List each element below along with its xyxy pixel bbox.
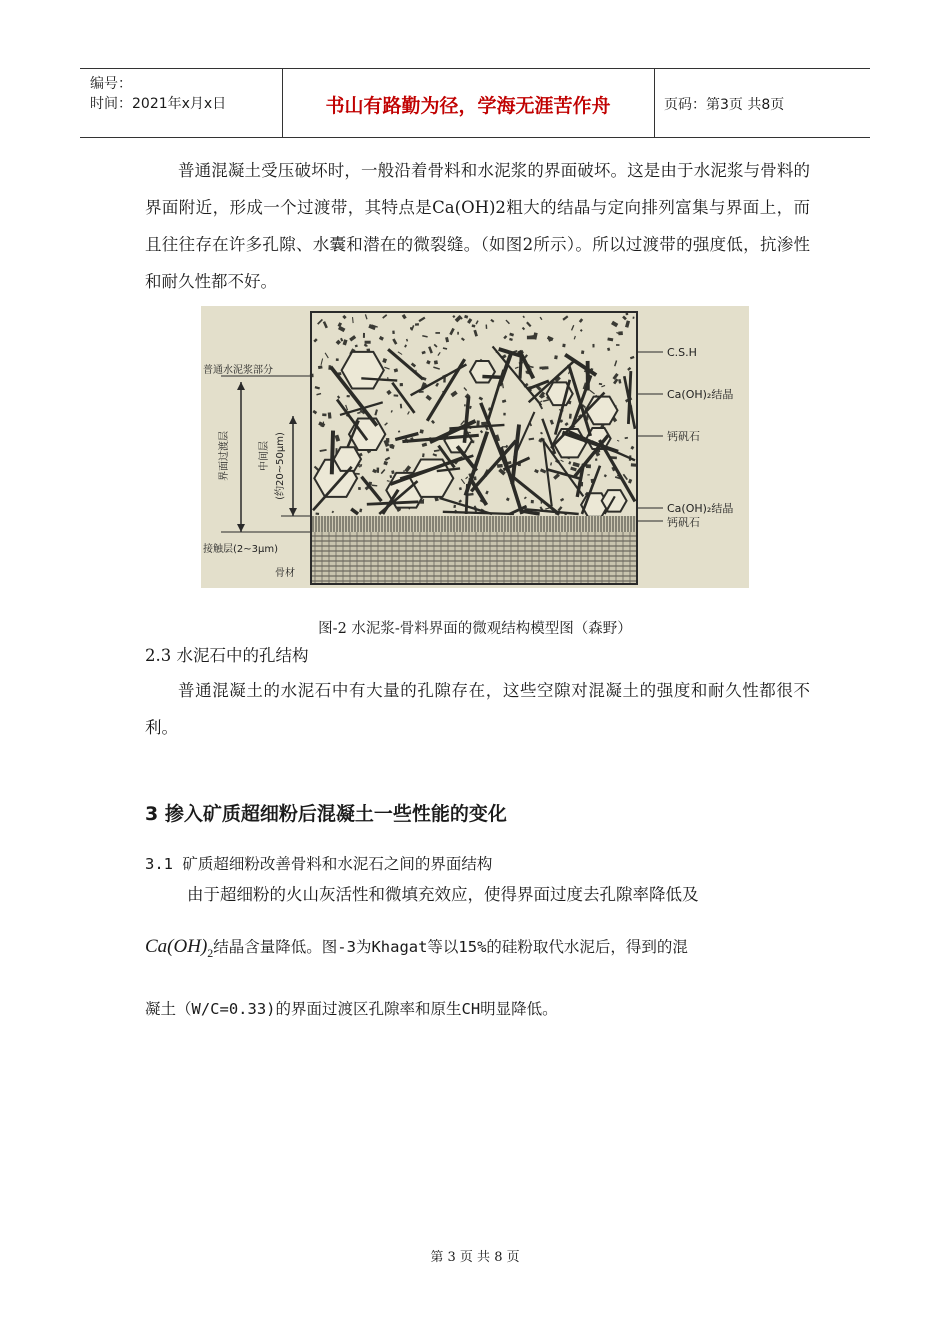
label-csh: C.S.H [667, 346, 697, 359]
document-time-label: 时间：2021年x月x日 [90, 96, 227, 112]
subheading-3-1: 3.1 矿质超细粉改善骨料和水泥石之间的界面结构 [145, 855, 493, 873]
contact-layer-hatch [311, 516, 637, 532]
figure-caption: 图-2 水泥浆-骨料界面的微观结构模型图（森野） [318, 621, 632, 637]
caoh2-formula [145, 936, 214, 960]
label-aggregate: 骨材 [275, 568, 295, 579]
label-cement-paste: 普通水泥浆部分 [203, 365, 273, 376]
ultrafine-line1-text: 由于超细粉的火山灰活性和微填充效应，使得界面过度去孔隙率降低及 [187, 885, 699, 904]
label-middle-layer: 中间层 [259, 441, 270, 471]
label-transition-zone: 界面过渡层 [219, 431, 230, 481]
label-caoh-top: Ca(OH)₂结晶 [667, 388, 734, 401]
label-caoh-bottom: Ca(OH)₂结晶 [667, 502, 734, 515]
page-header [80, 68, 870, 138]
header-meta-cell [80, 69, 283, 137]
section-3-heading: 3 掺入矿质超细粉后混凝土一些性能的变化 [145, 803, 507, 825]
paragraph-pore-structure: 普通混凝土的水泥石中有大量的孔隙存在，这些空隙对混凝土的强度和耐久性都很不利。 [145, 681, 810, 737]
header-page-cell [654, 69, 870, 137]
header-motto-cell [282, 69, 655, 137]
paragraph-transition-zone: 普通混凝土受压破坏时，一般沿着骨料和水泥浆的界面破坏。这是由于水泥浆与骨料的界面附近，形成一个过渡带，其特点是Ca(OH)2粗大的结晶与定向排列富集与界面上，而且往往存在许多孔隙、水囊和潜在的微裂缝。（如图2所示）。所以过渡带的强度低，抗渗性和耐久性都不好。 [145, 161, 810, 291]
ultrafine-line2-text: 结晶含量降低。图-3为Khagat等以15%的硅粉取代水泥后，得到的混 [213, 938, 688, 956]
label-contact-layer: 接触层(2~3μm) [203, 544, 279, 555]
label-ettringite-top: 钙矾石 [667, 430, 700, 443]
label-ettringite-bottom: 钙矾石 [667, 516, 700, 529]
document-number-label: 编号： [90, 76, 132, 92]
header-page-number: 页码：第3页 共8页 [664, 97, 785, 113]
paragraph-ultrafine-line1 [145, 881, 810, 909]
formula-main: Ca(OH) [145, 936, 208, 957]
formula-subscript: 2 [207, 945, 214, 960]
label-middle-thickness: (约20~50μm) [275, 432, 286, 500]
paragraph-ultrafine-line2 [145, 930, 810, 970]
interface-microstructure-figure [201, 306, 749, 588]
subheading-2-3: 2.3 水泥石中的孔结构 [145, 646, 309, 665]
figure-drawing [201, 306, 749, 588]
page-footer: 第 3 页 共 8 页 [430, 1250, 520, 1265]
paragraph-ultrafine-line3: 凝土（W/C=0.33)的界面过渡区孔隙率和原生CH明显降低。 [145, 1000, 558, 1018]
header-motto: 书山有路勤为径，学海无涯苦作舟 [325, 95, 611, 117]
